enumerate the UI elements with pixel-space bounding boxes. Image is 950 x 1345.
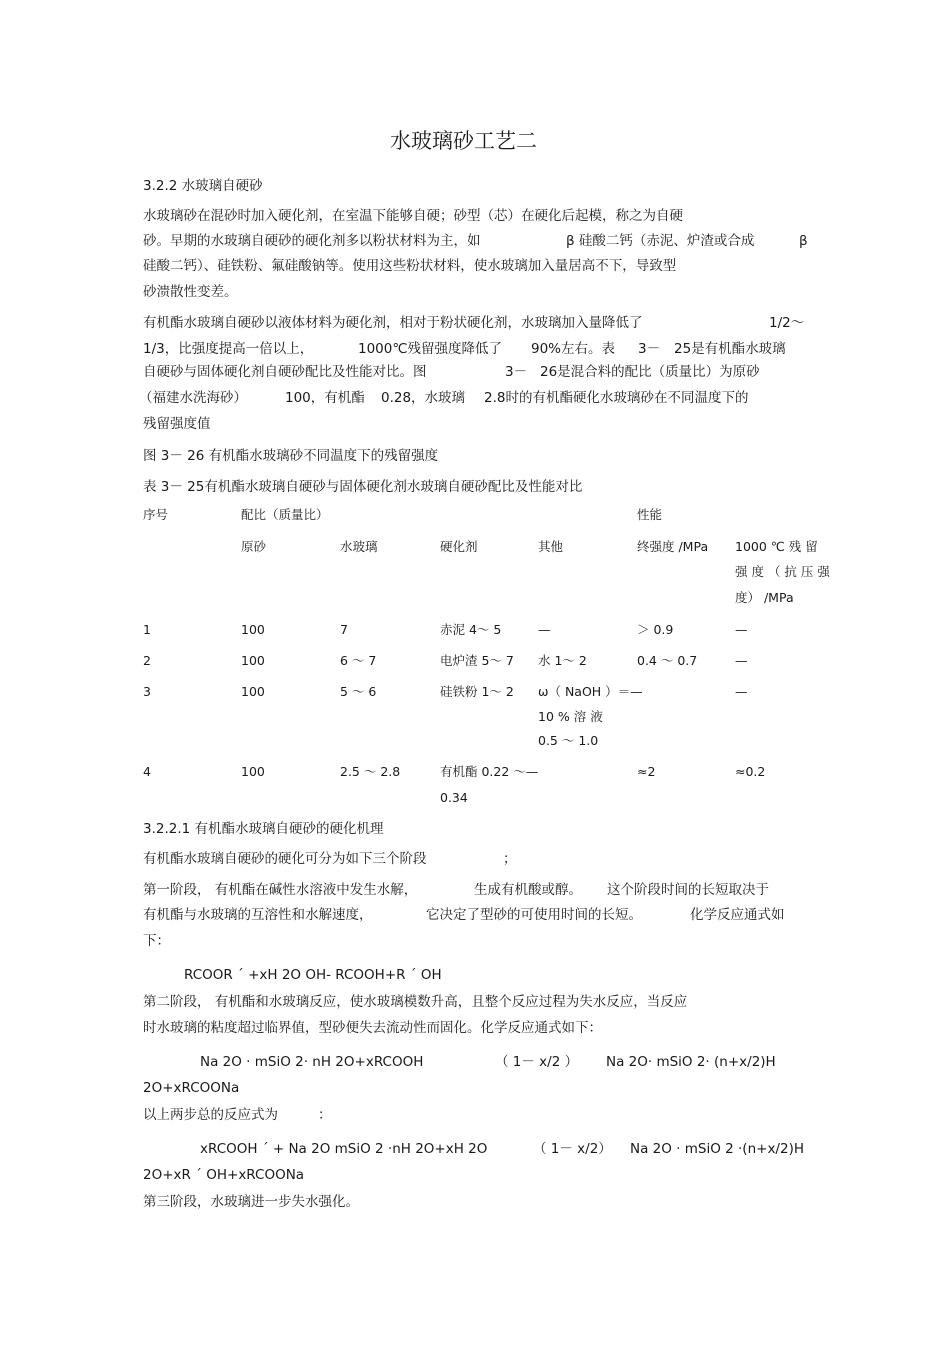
cell-sand: 100 <box>241 764 265 779</box>
stage2-line: 第二阶段， 有机酯和水玻璃反应，使水玻璃模数升高，且整个反应过程为失水反应，当反应 <box>143 994 688 1010</box>
cell-residual-strength: ≈0.2 <box>735 764 766 779</box>
equation-stage2: （ 1－ x/2 ） <box>495 1054 579 1070</box>
cell-hardener: 0.34 <box>440 790 468 805</box>
para2-line: 90%左右。表 <box>531 341 616 357</box>
total-reaction-intro: 以上两步总的反应式为 <box>143 1107 278 1123</box>
table-header-residual-strength: 强 度 （ 抗 压 强 <box>735 564 830 579</box>
para2-line: 有机酯水玻璃自硬砂以液体材料为硬化剂，相对于粉状硬化剂，水玻璃加入量降低了 <box>143 315 643 331</box>
cell-hardener: 赤泥 4～ 5 <box>440 622 502 637</box>
table-header-final-strength: 终强度 /MPa <box>637 539 709 554</box>
stage1-line: 有机酯与水玻璃的互溶性和水解速度， <box>143 907 373 923</box>
cell-residual-strength: — <box>735 622 748 637</box>
cell-sand: 100 <box>241 653 265 668</box>
para2-line: 3－ <box>505 364 528 380</box>
cell-final-strength: ＞ 0.9 <box>637 622 674 637</box>
stage1-line: 第一阶段， 有机酯在碱性水溶液中发生水解， <box>143 882 418 898</box>
equation-stage2: Na 2O · mSiO 2· nH 2O+xRCOOH <box>200 1054 424 1070</box>
cell-water-glass: 5 ～ 6 <box>340 684 377 699</box>
table-header-water-glass: 水玻璃 <box>340 539 378 554</box>
stage1-line: 化学反应通式如 <box>690 907 785 923</box>
cell-residual-strength: — <box>735 653 748 668</box>
cell-sand: 100 <box>241 622 265 637</box>
cell-seq: 1 <box>143 622 151 637</box>
para1-line: 砂溃散性变差。 <box>143 284 238 300</box>
para1-line: 砂。早期的水玻璃自硬砂的硬化剂多以粉状材料为主，如 <box>143 233 481 249</box>
cell-other: 0.5 ～ 1.0 <box>538 733 599 748</box>
stage1-line: 这个阶段时间的长短取决于 <box>607 882 769 898</box>
figure-caption: 图 3－ 26 有机酯水玻璃砂不同温度下的残留强度 <box>143 448 439 464</box>
stage1-line: 下： <box>143 933 170 949</box>
para2-line: 0.28，水玻璃 <box>381 390 466 406</box>
para2-line: 1/3，比强度提高一倍以上， <box>143 341 314 357</box>
para2-line: 100，有机酯 <box>285 390 365 406</box>
para1-line: 硅酸二钙）、硅铁粉、氟硅酸钠等。使用这些粉状材料，使水玻璃加入量居高不下，导致型 <box>143 258 677 274</box>
equation-stage2: Na 2O· mSiO 2· (n+x/2)H <box>606 1054 776 1070</box>
table-header-performance: 性能 <box>637 507 663 522</box>
table-header-residual-strength: 1000 ℃ 残 留 <box>735 539 818 554</box>
table-header-other: 其他 <box>538 539 564 554</box>
para1-line: β <box>799 233 808 249</box>
stage1-line: 它决定了型砂的可使用时间的长短。 <box>426 907 642 923</box>
para2-line: 残留强度值 <box>143 416 211 432</box>
table-header-seq: 序号 <box>143 507 169 522</box>
para2-line: 1000℃残留强度降低了 <box>358 341 503 357</box>
para2-line: 2.8时的有机酯硬化水玻璃砂在不同温度下的 <box>484 390 749 406</box>
cell-other: ω（ NaOH ）＝— <box>538 684 643 699</box>
equation-total: Na 2O · mSiO 2 ·(n+x/2)H <box>630 1141 804 1157</box>
cell-residual-strength: — <box>735 684 748 699</box>
cell-other: 水 1～ 2 <box>538 653 587 668</box>
cell-seq: 4 <box>143 764 151 779</box>
cell-hardener: 硅铁粉 1～ 2 <box>440 684 514 699</box>
cell-hardener: 电炉渣 5～ 7 <box>440 653 514 668</box>
para2-line: 自硬砂与固体硬化剂自硬砂配比及性能对比。图 <box>143 364 427 380</box>
cell-other: 10 % 溶 液 <box>538 709 603 724</box>
total-reaction-intro: ： <box>318 1107 332 1123</box>
para2-line: 25是有机酯水玻璃 <box>674 341 786 357</box>
table-caption: 表 3－ 25有机酯水玻璃自硬砂与固体硬化剂水玻璃自硬砂配比及性能对比 <box>143 479 583 495</box>
equation-total: （ 1－ x/2） <box>533 1141 612 1157</box>
stage-intro: ； <box>503 851 517 867</box>
table-header-sand: 原砂 <box>241 539 267 554</box>
equation-total: xRCOOH ˊ + Na 2O mSiO 2 ·nH 2O+xH 2O <box>200 1141 488 1157</box>
equation-hydrolysis: RCOOR ˊ +xH 2O OH- RCOOH+R ˊ OH <box>184 967 442 983</box>
cell-other: — <box>538 622 551 637</box>
section-heading-3-2-2-1: 3.2.2.1 有机酯水玻璃自硬砂的硬化机理 <box>143 821 384 837</box>
stage1-line: 生成有机酸或醇。 <box>474 882 582 898</box>
stage2-line: 时水玻璃的粘度超过临界值，型砂便失去流动性而固化。化学反应通式如下： <box>143 1020 602 1036</box>
table-header-residual-strength: 度） /MPa <box>735 590 794 605</box>
cell-final-strength: 0.4 ～ 0.7 <box>637 653 698 668</box>
cell-water-glass: 6 ～ 7 <box>340 653 377 668</box>
cell-water-glass: 2.5 ～ 2.8 <box>340 764 401 779</box>
para2-line: 3－ <box>638 341 661 357</box>
page-title: 水玻璃砂工艺二 <box>390 129 537 153</box>
para1-line: 水玻璃砂在混砂时加入硬化剂，在室温下能够自硬；砂型（芯）在硬化后起模，称之为自硬 <box>143 208 683 224</box>
cell-hardener: 有机酯 0.22 ～— <box>440 764 539 779</box>
para2-line: （福建水洗海砂） <box>139 390 247 406</box>
cell-seq: 2 <box>143 653 151 668</box>
cell-sand: 100 <box>241 684 265 699</box>
equation-stage2: 2O+xRCOONa <box>143 1080 240 1096</box>
stage3-line: 第三阶段，水玻璃进一步失水强化。 <box>143 1194 359 1210</box>
equation-total: 2O+xR ˊ OH+xRCOONa <box>143 1167 305 1183</box>
cell-final-strength: ≈2 <box>637 764 656 779</box>
cell-seq: 3 <box>143 684 151 699</box>
para2-line: 1/2～ <box>769 315 805 331</box>
para2-line: 26是混合料的配比（质量比）为原砂 <box>540 364 760 380</box>
section-heading-3-2-2: 3.2.2 水玻璃自硬砂 <box>143 178 263 194</box>
cell-water-glass: 7 <box>340 622 348 637</box>
table-header-hardener: 硬化剂 <box>440 539 478 554</box>
stage-intro: 有机酯水玻璃自硬砂的硬化可分为如下三个阶段 <box>143 851 427 867</box>
para1-line: β 硅酸二钙（赤泥、炉渣或合成 <box>566 233 755 249</box>
table-header-ratio: 配比（质量比） <box>241 507 329 522</box>
